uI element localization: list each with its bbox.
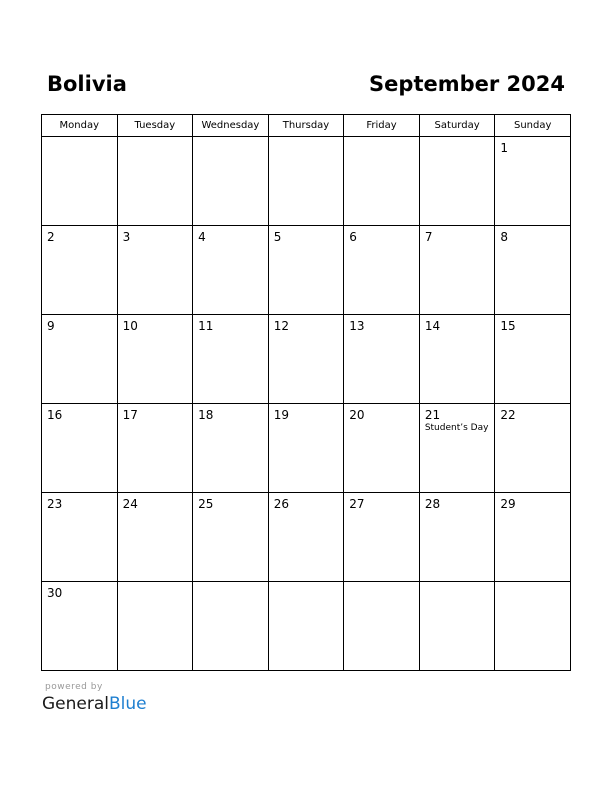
- day-number: 12: [273, 319, 289, 333]
- day-number: [344, 137, 419, 141]
- day-number: [193, 582, 268, 586]
- day-cell: [117, 315, 193, 404]
- day-number: 27: [349, 497, 365, 511]
- country-title: Bolivia: [47, 72, 127, 96]
- day-cell: [193, 404, 269, 493]
- day-number: 11: [198, 319, 214, 333]
- day-number: 8: [500, 230, 509, 244]
- day-cell: [419, 226, 495, 315]
- day-number: 5: [273, 230, 282, 244]
- day-cell: [193, 582, 269, 671]
- day-cell: [419, 315, 495, 404]
- day-cell: [42, 493, 118, 582]
- day-number: 17: [122, 408, 138, 422]
- weekday-header: Wednesday: [193, 115, 269, 137]
- day-cell: [268, 582, 344, 671]
- day-number: [269, 137, 344, 141]
- day-cell: [117, 137, 193, 226]
- week-row: [42, 493, 571, 582]
- day-number: [118, 137, 193, 141]
- weekday-header: Saturday: [419, 115, 495, 137]
- day-cell: [42, 137, 118, 226]
- day-cell: [344, 404, 420, 493]
- day-cell: [495, 315, 571, 404]
- day-cell: [344, 493, 420, 582]
- day-cell: [419, 137, 495, 226]
- day-number: 10: [122, 319, 138, 333]
- day-cell: [268, 226, 344, 315]
- calendar-grid: [41, 114, 571, 671]
- day-number: 6: [349, 230, 357, 244]
- day-cell: [42, 582, 118, 671]
- weekday-header: Thursday: [268, 115, 344, 137]
- day-number: 7: [424, 230, 433, 244]
- day-number: 25: [198, 497, 214, 511]
- day-number: [420, 582, 495, 586]
- day-cell: [193, 226, 269, 315]
- day-number: 2: [47, 230, 55, 244]
- day-cell: [117, 226, 193, 315]
- month-year-title: September 2024: [369, 72, 565, 96]
- day-number: 15: [500, 319, 516, 333]
- day-number: [118, 582, 193, 586]
- day-number: 20: [349, 408, 365, 422]
- day-cell: [117, 582, 193, 671]
- day-number: [344, 582, 419, 586]
- day-cell: [193, 315, 269, 404]
- day-cell: [42, 404, 118, 493]
- day-cell: [42, 315, 118, 404]
- day-number: [420, 137, 495, 141]
- day-number: 14: [424, 319, 441, 333]
- day-cell: [268, 137, 344, 226]
- day-number: 19: [273, 408, 289, 422]
- holiday-label: Student’s Day: [424, 423, 489, 433]
- day-number: 24: [122, 497, 138, 511]
- weekday-header: Sunday: [495, 115, 571, 137]
- day-cell: [268, 493, 344, 582]
- day-cell: [344, 226, 420, 315]
- day-cell: [419, 582, 495, 671]
- logo-general-text: General: [42, 694, 109, 714]
- weekday-header: Tuesday: [117, 115, 193, 137]
- logo-blue-text: Blue: [109, 694, 147, 714]
- day-number: 23: [47, 497, 63, 511]
- week-row: [42, 582, 571, 671]
- week-row: [42, 315, 571, 404]
- day-cell: [419, 493, 495, 582]
- day-number: [495, 582, 570, 586]
- day-cell: [495, 137, 571, 226]
- day-number: 1: [500, 141, 509, 155]
- generalblue-logo[interactable]: [42, 694, 147, 714]
- weekday-header: Monday: [42, 115, 118, 137]
- weekday-header: Friday: [344, 115, 420, 137]
- day-cell: [495, 582, 571, 671]
- day-number: 28: [424, 497, 441, 511]
- day-cell: [42, 226, 118, 315]
- day-number: [193, 137, 268, 141]
- day-number: 26: [273, 497, 289, 511]
- day-cell: [117, 493, 193, 582]
- week-row: [42, 137, 571, 226]
- day-number: 16: [47, 408, 63, 422]
- weekday-header-row: [42, 115, 571, 137]
- day-cell: [193, 493, 269, 582]
- day-cell: [495, 493, 571, 582]
- day-cell: [495, 226, 571, 315]
- day-number: 18: [198, 408, 214, 422]
- day-cell: [344, 315, 420, 404]
- day-number: [269, 582, 344, 586]
- day-cell: [268, 315, 344, 404]
- day-cell: [344, 137, 420, 226]
- day-number: 3: [122, 230, 131, 244]
- day-number: 21: [424, 408, 441, 422]
- day-cell: [495, 404, 571, 493]
- day-number: 30: [47, 586, 63, 600]
- day-cell: [344, 582, 420, 671]
- day-number: [42, 137, 117, 141]
- day-number: 13: [349, 319, 365, 333]
- week-row: [42, 404, 571, 493]
- day-cell: [193, 137, 269, 226]
- day-number: 9: [47, 319, 55, 333]
- day-cell: [117, 404, 193, 493]
- day-number: 4: [198, 230, 206, 244]
- day-number: 29: [500, 497, 516, 511]
- powered-by-text: powered by: [45, 682, 103, 692]
- day-number: 22: [500, 408, 516, 422]
- day-cell: [419, 404, 495, 493]
- day-cell: [268, 404, 344, 493]
- week-row: [42, 226, 571, 315]
